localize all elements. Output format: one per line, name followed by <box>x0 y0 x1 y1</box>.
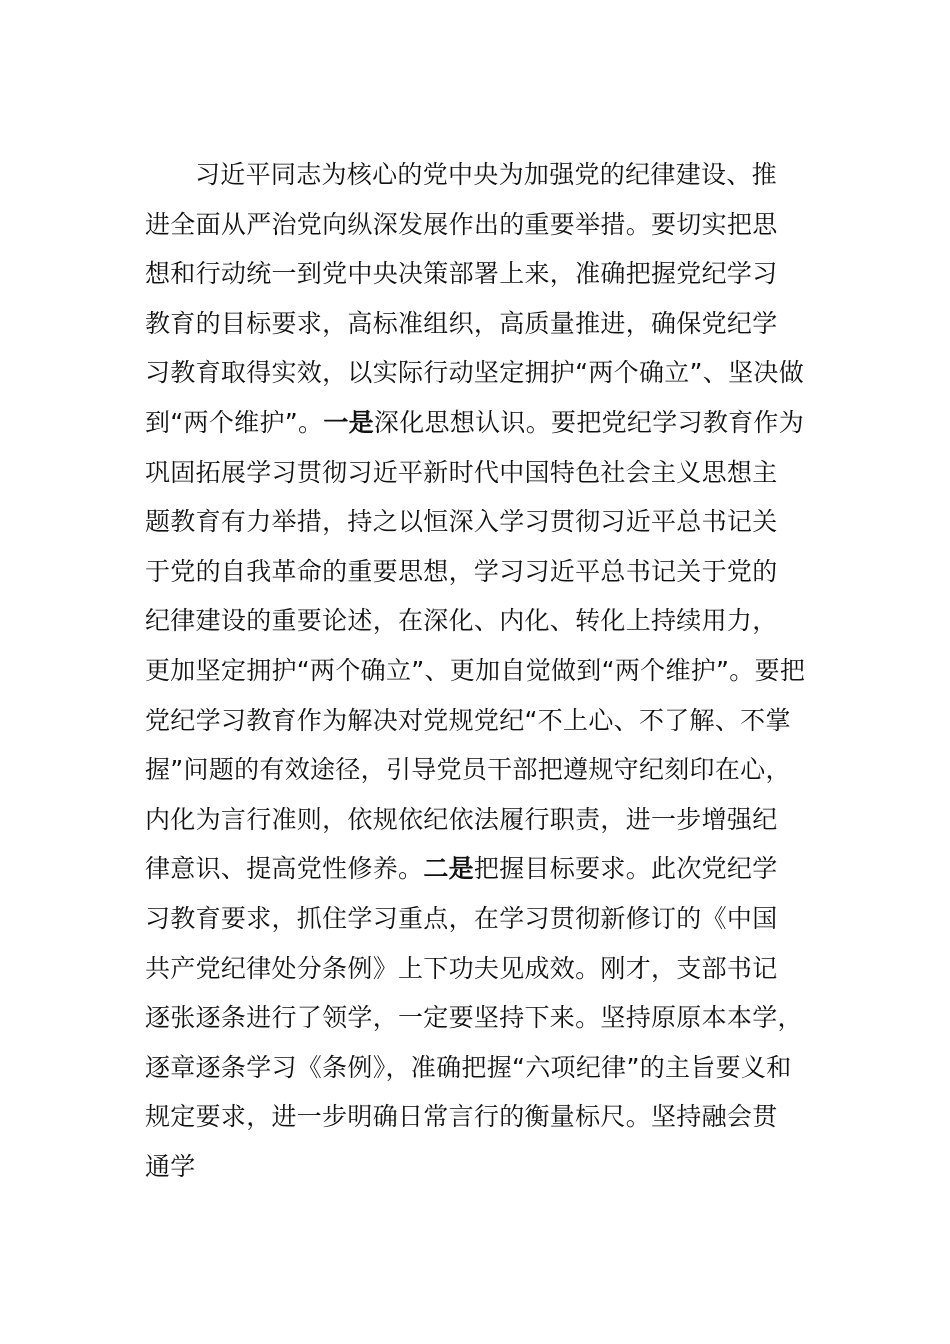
text-segment: 通学 <box>145 1151 196 1181</box>
text-segment: 律意识、提高党性修养。 <box>145 854 424 884</box>
text-segment: 习近平同志为核心的党中央为加强党的纪律建设、推 <box>195 160 777 189</box>
text-line <box>145 448 825 498</box>
text-segment: 把握目标要求。此次党纪学 <box>473 854 778 884</box>
text-line <box>145 249 825 299</box>
text-line <box>145 646 825 696</box>
text-line <box>145 398 825 448</box>
text-line <box>145 547 825 597</box>
text-segment: 习教育要求，抓住学习重点，在学习贯彻新修订的《中国 <box>145 903 778 933</box>
body-paragraph <box>145 150 825 1191</box>
text-line <box>145 150 825 200</box>
bold-enumerator: 一是 <box>323 407 374 437</box>
text-segment: 题教育有力举措，持之以恒深入学习贯彻习近平总书记关 <box>145 507 778 537</box>
text-segment: 巩固拓展学习贯彻习近平新时代中国特色社会主义思想主 <box>145 457 778 487</box>
text-line <box>145 944 825 994</box>
text-segment: 到“两个维护”。 <box>145 407 324 437</box>
text-segment: 进全面从严治党向纵深发展作出的重要举措。要切实把思 <box>145 209 778 239</box>
text-segment: 教育的目标要求，高标准组织，高质量推进，确保党纪学 <box>145 308 778 338</box>
text-line <box>145 596 825 646</box>
text-line <box>145 497 825 547</box>
text-segment: 纪律建设的重要论述，在深化、内化、转化上持续用力， <box>145 606 778 636</box>
text-segment: 党纪学习教育作为解决对党规党纪“不上心、不了解、不掌 <box>145 705 791 735</box>
text-line <box>145 1142 825 1192</box>
text-line <box>145 745 825 795</box>
text-segment: 想和行动统一到党中央决策部署上来，准确把握党纪学习 <box>145 259 778 289</box>
text-segment: 共产党纪律处分条例》上下功夫见成效。刚才，支部书记 <box>145 953 778 983</box>
text-line <box>145 1092 825 1142</box>
text-segment: 规定要求，进一步明确日常言行的衡量标尺。坚持融会贯 <box>145 1102 778 1132</box>
text-line <box>145 348 825 398</box>
text-line <box>145 795 825 845</box>
text-segment: 内化为言行准则，依规依纪依法履行职责，进一步增强纪 <box>145 804 778 834</box>
text-line <box>145 696 825 746</box>
text-segment: 逐张逐条进行了领学，一定要坚持下来。坚持原原本本学， <box>145 1003 803 1033</box>
text-segment: 握”问题的有效途径，引导党员干部把遵规守纪刻印在心， <box>145 755 791 785</box>
text-line <box>145 299 825 349</box>
text-segment: 逐章逐条学习《条例》，准确把握“六项纪律”的主旨要义和 <box>145 1052 792 1082</box>
text-line <box>145 894 825 944</box>
text-line <box>145 993 825 1043</box>
text-line <box>145 200 825 250</box>
text-segment: 习教育取得实效，以实际行动坚定拥护“两个确立”、坚决做 <box>145 358 805 388</box>
text-segment: 于党的自我革命的重要思想，学习习近平总书记关于党的 <box>145 556 778 586</box>
text-line <box>145 1043 825 1093</box>
text-line <box>145 844 825 894</box>
text-segment: 更加坚定拥护“两个确立”、更加自觉做到“两个维护”。要把 <box>145 655 806 685</box>
bold-enumerator: 二是 <box>423 854 474 884</box>
text-segment: 深化思想认识。要把党纪学习教育作为 <box>373 407 805 437</box>
